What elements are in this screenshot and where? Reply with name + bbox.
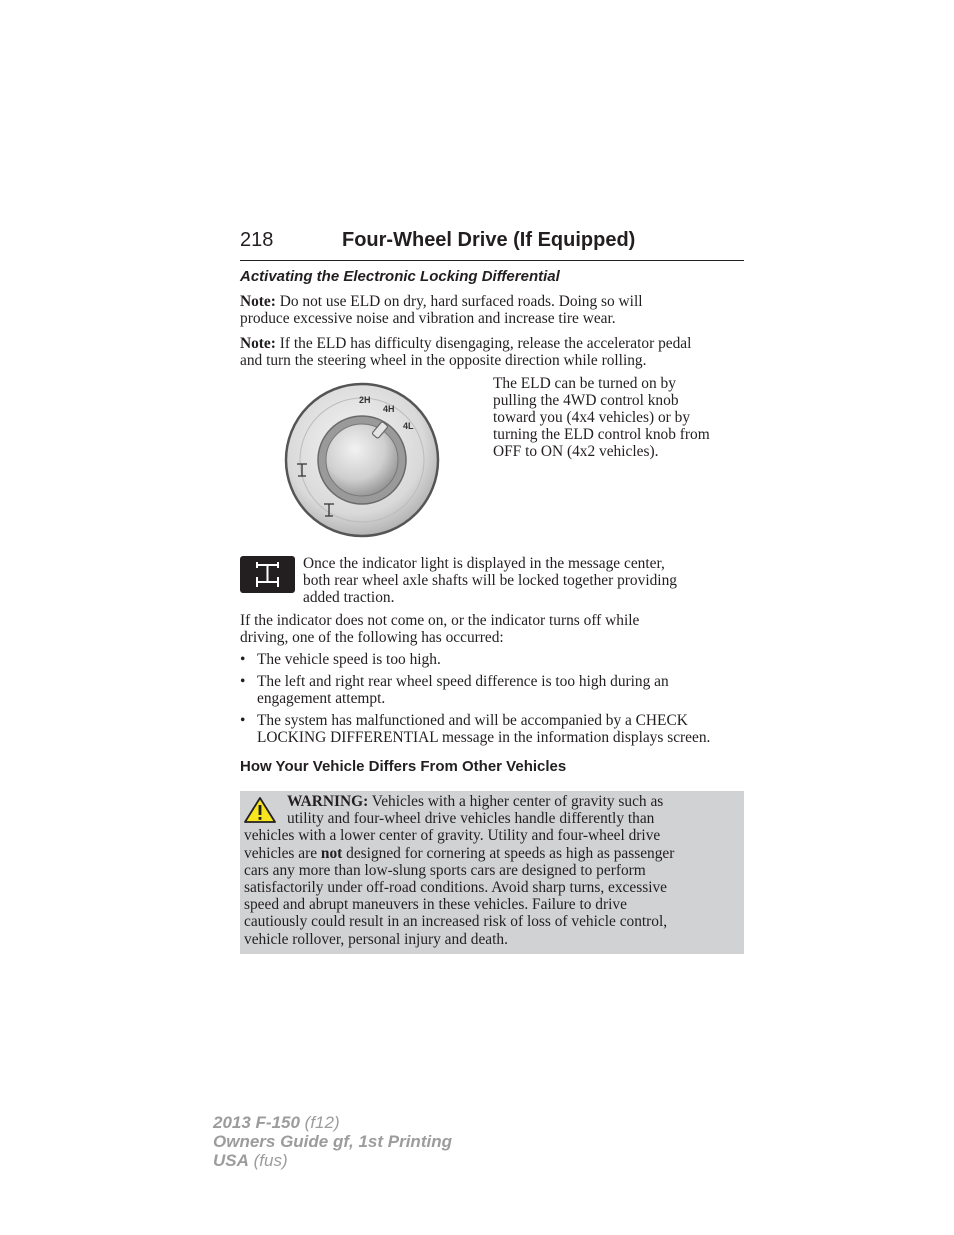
- indicator-description: [303, 555, 753, 606]
- footer-region: USA: [213, 1151, 249, 1170]
- intro-line: driving, one of the following has occurred:: [240, 629, 504, 646]
- dial-label-2h: 2H: [359, 395, 371, 405]
- chapter-title: Four-Wheel Drive (If Equipped): [342, 229, 636, 251]
- indicator-line: Once the indicator light is displayed in the message center,: [303, 555, 665, 572]
- note-label: Note:: [240, 335, 276, 352]
- caption-line: The ELD can be turned on by: [493, 375, 676, 392]
- indicator-failure-intro: [240, 612, 750, 646]
- warning-line: cautiously could result in an increased risk of loss of vehicle control,: [244, 913, 668, 931]
- note-text: and turn the steering wheel in the opposite direction while rolling.: [240, 352, 647, 369]
- warning-line: cars any more than low-slung sports cars are designed to perform: [244, 861, 646, 879]
- note-text: If the ELD has difficulty disengaging, release the accelerator pedal: [275, 335, 692, 352]
- page-number: 218: [240, 229, 274, 251]
- intro-line: If the indicator does not come on, or the indicator turns off while: [240, 612, 640, 629]
- warning-line: [244, 845, 740, 862]
- caption-line: pulling the 4WD control knob: [493, 392, 679, 409]
- footer-model: 2013 F-150: [213, 1113, 300, 1132]
- 4wd-control-knob-illustration: [282, 380, 442, 540]
- list-item-text: The left and right rear wheel speed difference is too high during an: [257, 673, 669, 690]
- bullet-dot: •: [240, 712, 246, 729]
- footer-guide: Owners Guide gf, 1st Printing: [213, 1132, 452, 1151]
- warning-line: Vehicles with a higher center of gravity such as: [368, 793, 664, 810]
- dial-caption: [493, 375, 753, 460]
- warning-text: [244, 793, 740, 948]
- caption-line: turning the ELD control knob from: [493, 426, 710, 443]
- warning-line: satisfactorily under off-road conditions. Avoid sharp turns, excessive: [244, 879, 668, 897]
- list-item-text: engagement attempt.: [257, 690, 386, 707]
- warning-label: WARNING:: [287, 793, 369, 810]
- list-item-text: LOCKING DIFFERENTIAL message in the information displays screen.: [257, 729, 711, 746]
- dial-label-4l: 4L: [403, 421, 414, 431]
- warning-emphasis: not: [320, 844, 343, 862]
- section-heading-vehicle-differences: How Your Vehicle Differs From Other Vehicles: [240, 758, 567, 775]
- note-disengaging: [240, 335, 750, 369]
- bullet-dot: •: [240, 673, 246, 690]
- indicator-line: added traction.: [303, 589, 395, 606]
- caption-line: toward you (4x4 vehicles) or by: [493, 409, 691, 426]
- list-item: [240, 712, 745, 748]
- warning-fragment: designed for cornering at speeds as high as passenger: [342, 844, 675, 862]
- list-item-text: The vehicle speed is too high.: [257, 651, 441, 668]
- dial-label-4h: 4H: [383, 404, 395, 414]
- warning-line: vehicle rollover, personal injury and death.: [244, 930, 508, 948]
- footer-region-code: (fus): [248, 1151, 288, 1170]
- warning-line: utility and four-wheel drive vehicles handle differently than: [287, 810, 655, 828]
- indicator-line: both rear wheel axle shafts will be locked together providing: [303, 572, 677, 589]
- footer-model-code: (f12): [299, 1113, 340, 1132]
- warning-line: speed and abrupt maneuvers in these vehicles. Failure to drive: [244, 896, 627, 914]
- page-header: [240, 229, 744, 261]
- section-heading-eld: Activating the Electronic Locking Differential: [240, 268, 560, 285]
- list-item: [240, 651, 745, 669]
- warning-line: vehicles with a lower center of gravity. Utility and four-wheel drive: [244, 827, 661, 845]
- page-footer: [213, 1113, 452, 1170]
- bullet-dot: •: [240, 651, 246, 668]
- note-dry-roads: [240, 293, 750, 327]
- caption-line: OFF to ON (4x2 vehicles).: [493, 443, 659, 460]
- note-label: Note:: [240, 293, 276, 310]
- list-item: [240, 673, 745, 709]
- note-text: Do not use ELD on dry, hard surfaced roads. Doing so will: [275, 293, 643, 310]
- knob: [326, 424, 398, 496]
- note-text: produce excessive noise and vibration and increase tire wear.: [240, 310, 616, 327]
- warning-fragment: vehicles are: [244, 844, 321, 862]
- list-item-text: The system has malfunctioned and will be accompanied by a CHECK: [257, 712, 688, 729]
- eld-indicator-icon: [240, 556, 295, 593]
